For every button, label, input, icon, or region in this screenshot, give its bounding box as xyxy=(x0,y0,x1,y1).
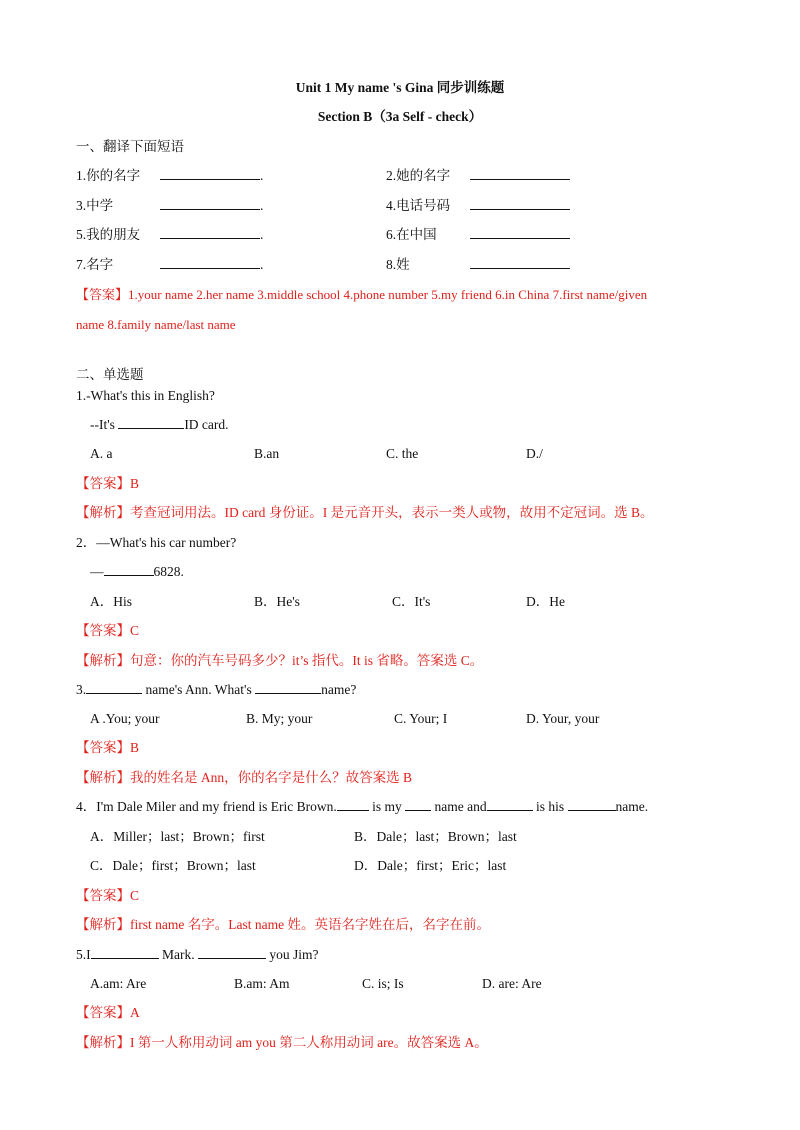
answer-blank: . xyxy=(160,167,263,185)
section-1-answer: 【答案】1.your name 2.her name 3.middle school 4.phone number 5.my friend 6.in China 7.first name/given xyxy=(76,287,648,302)
answer-blank xyxy=(198,946,266,959)
question-4-explanation: 【解析】first name 名字。Last name 姓。英语名字姓在后，名字在前。 xyxy=(76,917,490,932)
answer-blank xyxy=(91,946,159,959)
answer-blank xyxy=(470,256,570,274)
phrase-left: 1.你的名字 xyxy=(76,168,141,183)
answer-blank: . xyxy=(160,197,263,215)
question-1-stem: 1.-What's this in English? xyxy=(76,388,215,403)
phrase-right: 4.电话号码 xyxy=(386,198,451,213)
question-1-explanation: 【解析】考查冠词用法。ID card 身份证。I 是元音开头，表示一类人或物，故用不定冠词。选 B。 xyxy=(76,505,654,520)
question-4-answer: 【答案】C xyxy=(76,888,140,903)
section-2-heading: 二、单选题 xyxy=(76,367,144,382)
option-b[interactable]: B.an xyxy=(254,446,280,461)
question-3-answer: 【答案】B xyxy=(76,740,140,755)
document-subtitle: Section B（3a Self - check） xyxy=(317,109,483,124)
option-c[interactable]: C. is; Is xyxy=(362,976,404,991)
answer-blank xyxy=(470,197,570,215)
option-a[interactable]: A. a xyxy=(90,446,113,461)
option-a[interactable]: A .You; your xyxy=(90,711,160,726)
question-5-stem: 5.I Mark. you Jim? xyxy=(76,947,319,962)
question-3-stem: 3. name's Ann. What's name? xyxy=(76,682,357,697)
question-4-stem: 4．I'm Dale Miler and my friend is Eric Brown. is my name and is his name. xyxy=(76,799,649,814)
answer-blank: . xyxy=(160,256,263,274)
option-c[interactable]: C. Your; I xyxy=(394,711,448,726)
option-c[interactable]: C. the xyxy=(386,446,419,461)
option-d[interactable]: D. Your, your xyxy=(526,711,600,726)
option-a[interactable]: A．Miller；last；Brown；first xyxy=(90,829,265,844)
option-a[interactable]: A．His xyxy=(90,594,133,609)
answer-blank xyxy=(470,226,570,244)
answer-blank xyxy=(470,167,570,185)
answer-blank: . xyxy=(160,226,263,244)
option-d[interactable]: D. are: Are xyxy=(482,976,542,991)
option-d[interactable]: D．Dale；first；Eric；last xyxy=(354,858,507,873)
phrase-right: 8.姓 xyxy=(386,257,410,272)
option-a[interactable]: A.am: Are xyxy=(90,976,147,991)
answer-blank xyxy=(255,681,321,694)
answer-blank xyxy=(118,416,184,429)
question-1-answer: 【答案】B xyxy=(76,476,140,491)
question-1-line2: --It's ID card. xyxy=(90,417,229,432)
option-b[interactable]: B．Dale；last；Brown；last xyxy=(354,829,517,844)
answer-blank xyxy=(104,563,154,576)
phrase-left: 5.我的朋友 xyxy=(76,227,141,242)
phrase-left: 7.名字 xyxy=(76,257,114,272)
question-2-stem: 2．—What's his car number? xyxy=(76,535,237,550)
answer-blank xyxy=(487,798,533,811)
option-c[interactable]: C．Dale；first；Brown；last xyxy=(90,858,256,873)
phrase-right: 2.她的名字 xyxy=(386,168,451,183)
option-b[interactable]: B. My; your xyxy=(246,711,313,726)
document-title: Unit 1 My name 's Gina 同步训练题 xyxy=(295,80,505,95)
option-b[interactable]: B.am: Am xyxy=(234,976,290,991)
phrase-left: 3.中学 xyxy=(76,198,114,213)
answer-blank xyxy=(337,798,369,811)
question-5-answer: 【答案】A xyxy=(76,1005,140,1020)
option-b[interactable]: B．He's xyxy=(254,594,300,609)
answer-blank xyxy=(568,798,616,811)
phrase-right: 6.在中国 xyxy=(386,227,437,242)
section-1-answer-cont: name 8.family name/last name xyxy=(76,317,236,332)
question-2-explanation: 【解析】句意：你的汽车号码多少？it’s 指代。It is 省略。答案选 C。 xyxy=(76,653,484,668)
option-d[interactable]: D./ xyxy=(526,446,543,461)
question-3-explanation: 【解析】我的姓名是 Ann，你的名字是什么？故答案选 B xyxy=(76,770,413,785)
answer-blank xyxy=(405,798,431,811)
option-c[interactable]: C．It's xyxy=(392,594,431,609)
answer-blank xyxy=(86,681,142,694)
question-2-line2: — 6828. xyxy=(90,564,184,579)
option-d[interactable]: D．He xyxy=(526,594,565,609)
question-5-explanation: 【解析】I 第一人称用动词 am you 第二人称用动词 are。故答案选 A。 xyxy=(76,1035,488,1050)
question-2-answer: 【答案】C xyxy=(76,623,140,638)
section-1-heading: 一、翻译下面短语 xyxy=(76,139,184,154)
